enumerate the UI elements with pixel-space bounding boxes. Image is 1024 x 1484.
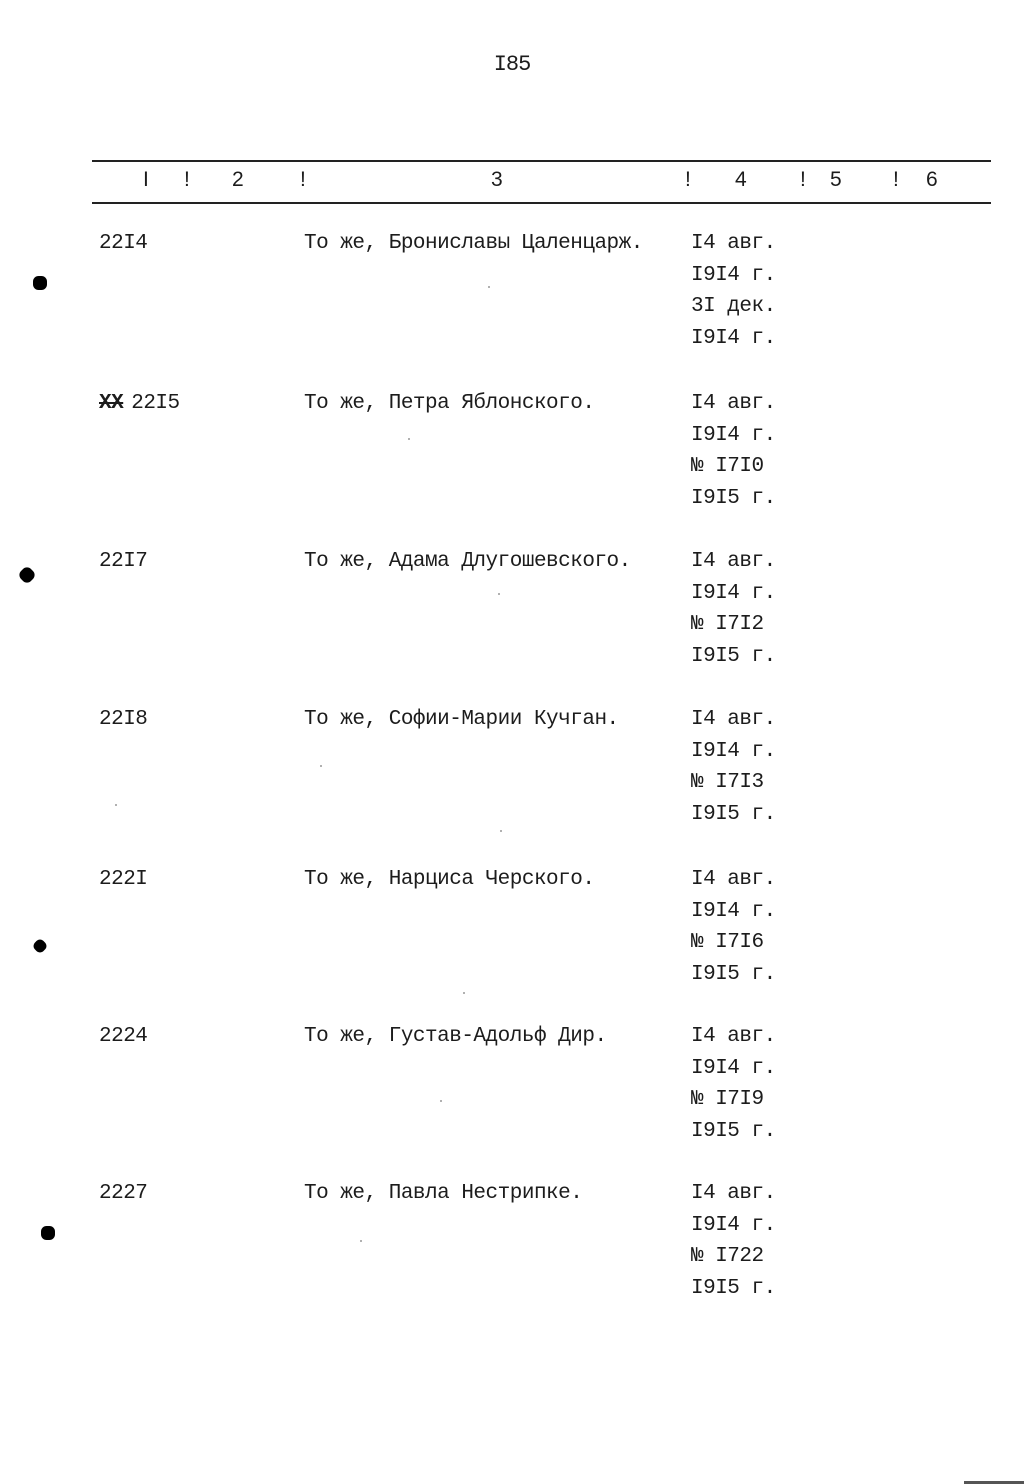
punch-hole-mark	[41, 1226, 55, 1240]
date-line: I9I5 г.	[691, 1276, 776, 1300]
date-line: I9I4 г.	[691, 1056, 776, 1080]
record-dates	[691, 546, 776, 672]
scan-speck	[463, 992, 465, 994]
column-header-3: 3	[491, 168, 503, 191]
scan-speck	[320, 765, 322, 767]
column-header-6: 6	[926, 168, 938, 191]
column-header-1: I	[143, 168, 149, 191]
date-line: I9I4 г.	[691, 1213, 776, 1237]
date-line: № I7I2	[691, 613, 764, 636]
date-line: 3I дек.	[691, 295, 776, 318]
table-row	[0, 1025, 1024, 1155]
table-row	[0, 708, 1024, 838]
column-separator: !	[300, 168, 306, 191]
record-dates	[691, 1178, 776, 1304]
table-header	[0, 168, 1024, 196]
scan-speck	[440, 1100, 442, 1102]
column-separator: !	[184, 168, 190, 191]
date-line: I4 авг.	[691, 1182, 776, 1205]
record-dates	[691, 388, 776, 514]
date-line: I9I4 г.	[691, 581, 776, 605]
table-row	[0, 1182, 1024, 1312]
record-dates	[691, 864, 776, 990]
scan-speck	[360, 1240, 362, 1242]
record-number: 22I4	[99, 232, 148, 255]
date-line: I9I5 г.	[691, 802, 776, 826]
column-header-2: 2	[232, 168, 244, 191]
record-description: То же, Густав-Адольф Дир.	[304, 1025, 607, 1048]
date-line: I9I4 г.	[691, 899, 776, 923]
date-line: I4 авг.	[691, 1025, 776, 1048]
date-line: I9I5 г.	[691, 644, 776, 668]
record-dates	[691, 704, 776, 830]
struck-out-text: XX	[99, 392, 124, 415]
scan-speck	[488, 286, 490, 288]
record-number: 222I	[99, 868, 148, 891]
column-separator: !	[893, 168, 899, 191]
record-description: То же, Софии-Марии Кучган.	[304, 708, 619, 731]
header-top-rule	[92, 160, 991, 162]
date-line: I4 авг.	[691, 232, 776, 255]
column-separator: !	[685, 168, 691, 191]
date-line: I9I4 г.	[691, 423, 776, 447]
record-description: То же, Петра Яблонского.	[304, 392, 595, 415]
record-number: 22I7	[99, 550, 148, 573]
date-line: № I7I9	[691, 1088, 764, 1111]
date-line: № I7I6	[691, 931, 764, 954]
record-number: 2227	[99, 1182, 148, 1205]
date-line: № I7I0	[691, 455, 764, 478]
scan-speck	[408, 438, 410, 440]
date-line: № I722	[691, 1245, 764, 1268]
scan-speck	[498, 593, 500, 595]
date-line: I4 авг.	[691, 708, 776, 731]
table-row	[0, 868, 1024, 998]
record-number: XX 22I5	[99, 392, 180, 415]
column-separator: !	[800, 168, 806, 191]
date-line: I9I5 г.	[691, 962, 776, 986]
date-line: I9I4 г.	[691, 739, 776, 763]
date-line: I9I4 г.	[691, 263, 776, 287]
record-dates	[691, 228, 776, 354]
header-bottom-rule	[92, 202, 991, 204]
column-header-5: 5	[830, 168, 842, 191]
date-line: I9I5 г.	[691, 486, 776, 510]
record-number: 2224	[99, 1025, 148, 1048]
page-number: I85	[493, 52, 531, 77]
record-dates	[691, 1021, 776, 1147]
date-line: I4 авг.	[691, 392, 776, 415]
record-description: То же, Брониславы Цаленцарж.	[304, 232, 643, 255]
table-row	[0, 232, 1024, 362]
record-description: То же, Адама Длугошевского.	[304, 550, 631, 573]
record-description: То же, Павла Нестрипке.	[304, 1182, 583, 1205]
date-line: № I7I3	[691, 771, 764, 794]
scan-speck	[500, 830, 502, 832]
record-description: То же, Нарциса Черского.	[304, 868, 595, 891]
record-number: 22I8	[99, 708, 148, 731]
scan-speck	[115, 804, 117, 806]
punch-hole-mark	[33, 276, 47, 290]
table-row	[0, 392, 1024, 522]
date-line: I9I4 г.	[691, 326, 776, 350]
table-row	[0, 550, 1024, 680]
column-header-4: 4	[735, 168, 747, 191]
date-line: I9I5 г.	[691, 1119, 776, 1143]
date-line: I4 авг.	[691, 868, 776, 891]
date-line: I4 авг.	[691, 550, 776, 573]
